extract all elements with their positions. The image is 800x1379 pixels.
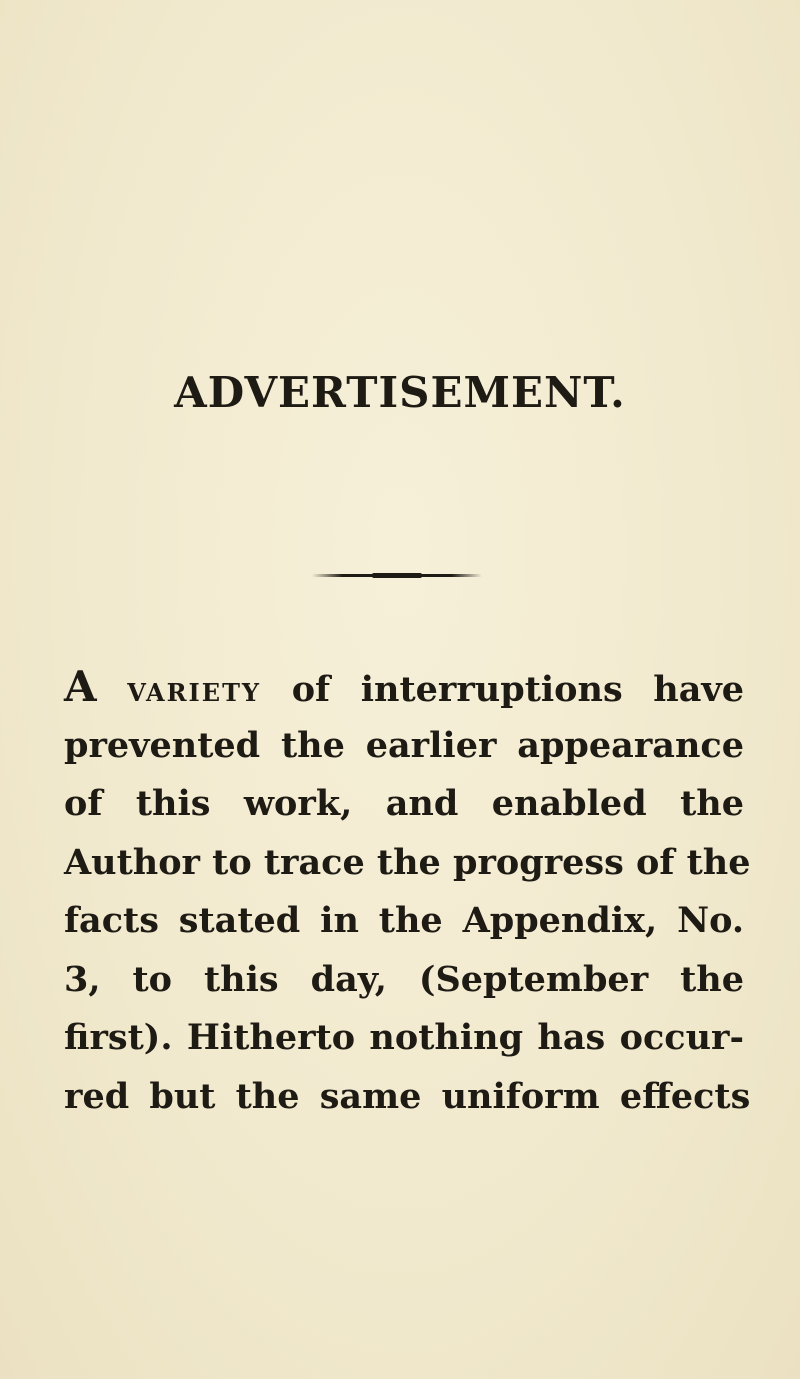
- text-line-5: facts stated in the Appendix, No.: [64, 900, 744, 941]
- text-line-1: [64, 658, 744, 717]
- text-line-6: 3, to this day, (September the: [64, 958, 744, 1000]
- text-line-1-rest: of interruptions have: [291, 669, 744, 710]
- text-line-3: of this work, and enabled the: [64, 783, 744, 824]
- text-line-4: Author to trace the progress of the: [64, 841, 751, 883]
- text-line-2: prevented the earlier appearance: [64, 724, 744, 766]
- text-line-7: first). Hitherto nothing has occur-: [64, 1017, 744, 1058]
- text-line-8: red but the same uniform effects: [64, 1075, 751, 1117]
- page-heading: ADVERTISEMENT.: [174, 368, 626, 417]
- small-caps-word: VARIETY: [127, 678, 262, 707]
- initial-capital: A: [64, 662, 97, 711]
- ornamental-rule: [312, 574, 482, 577]
- advertisement-paragraph: [64, 658, 751, 1126]
